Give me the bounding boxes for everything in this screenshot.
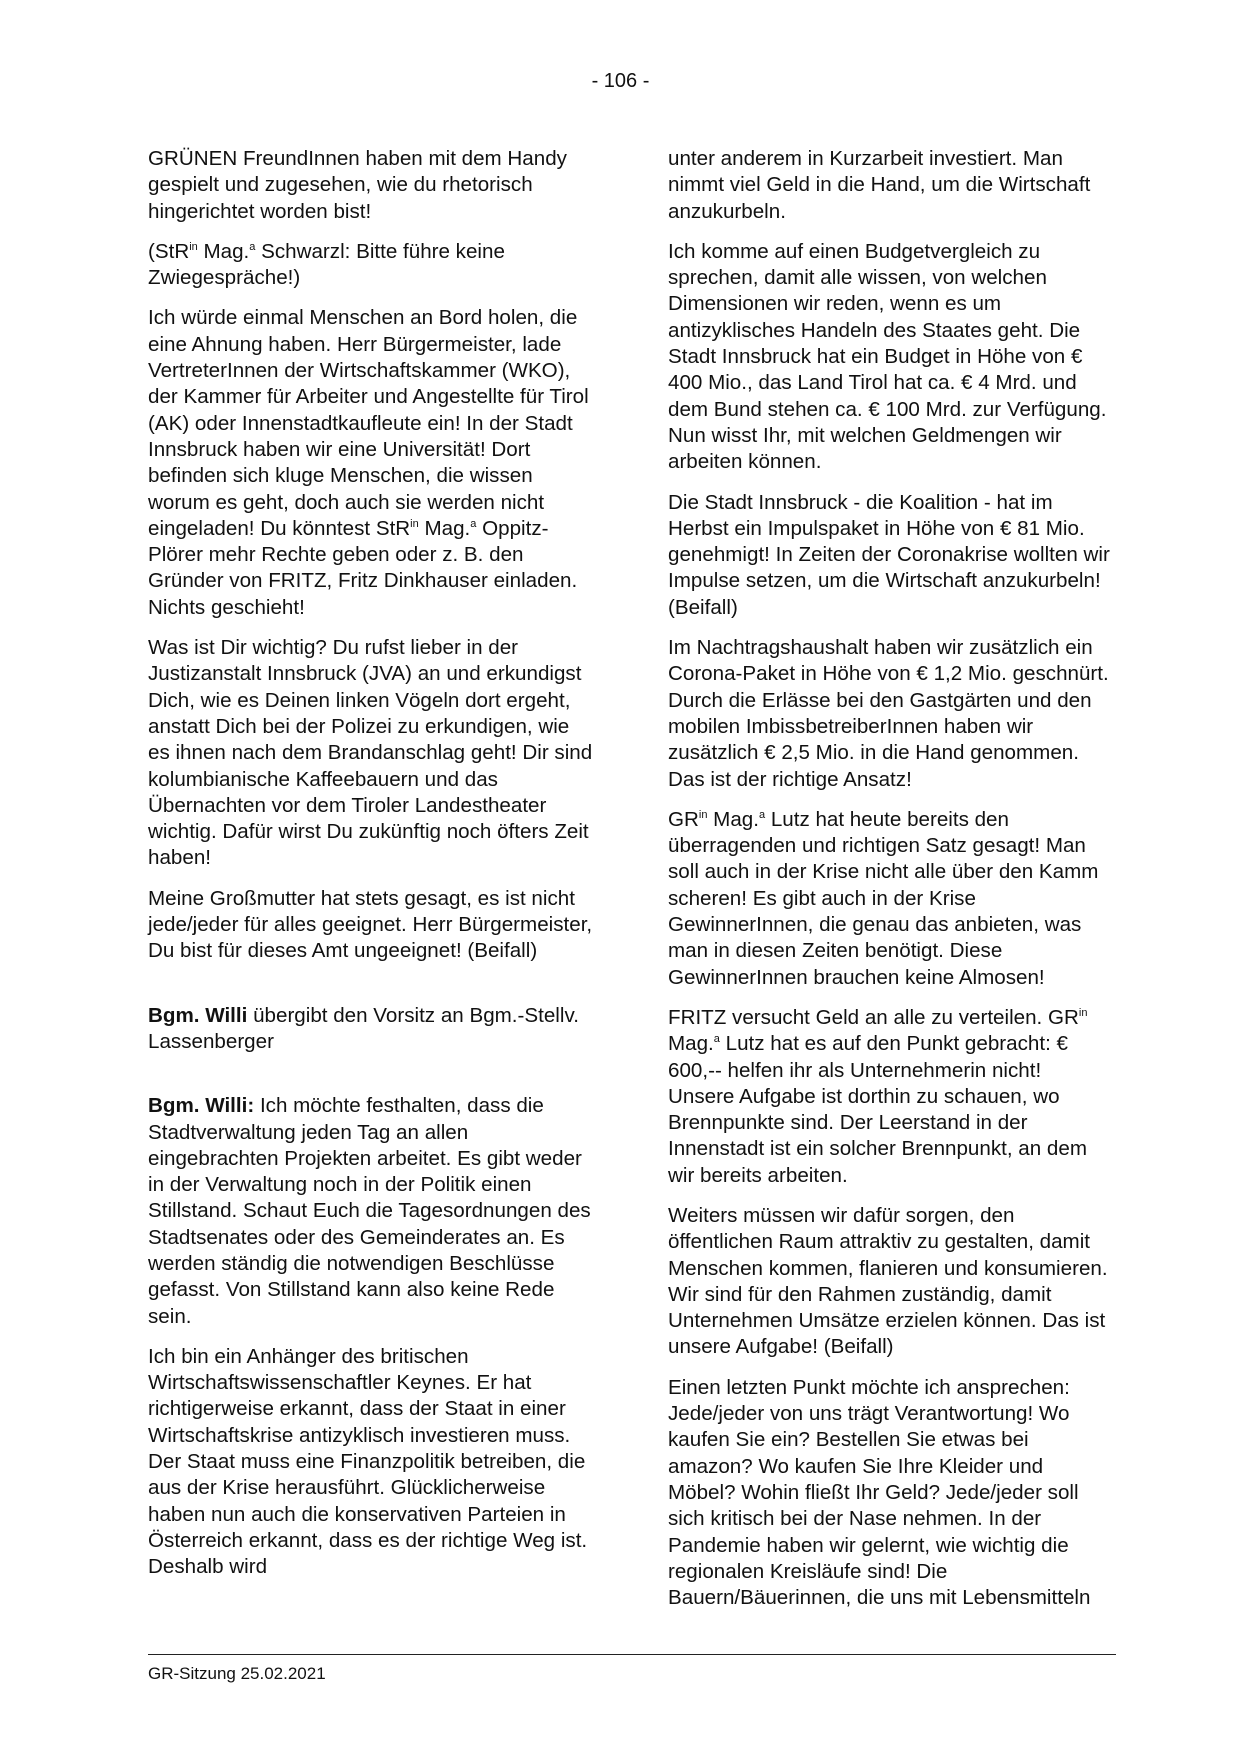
text: Mag.	[418, 516, 471, 540]
paragraph: Was ist Dir wichtig? Du rufst lieber in der Justizanstalt Innsbruck (JVA) an und erkundigst Dich, wie es Deinen linken Vögeln dort ergeht, anstatt Dich bei der Polizei zu erkundigen, wie es ihnen nach dem Brandanschlag geht! Dir sind kolumbianische Kaffeebauern und das Übernachten vor dem Tiroler Landestheater wichtig. Dafür wirst Du zukünftig noch öfters Zeit haben!	[148, 636, 593, 870]
text: Mag.	[197, 239, 250, 263]
text: Mag.	[707, 807, 759, 831]
superscript: a	[758, 808, 766, 821]
text: Oppitz-Plörer mehr Rechte geben oder z. B. den Gründer von FRITZ, Fritz Dinkhauser einladen. Nichts geschieht!	[148, 516, 578, 619]
superscript: in	[189, 241, 198, 254]
paragraph: Ich komme auf einen Budgetvergleich zu sprechen, damit alle wissen, von welchen Dimensionen wir reden, wenn es um antizyklisches Handeln des Staates geht. Die Stadt Innsbruck hat ein Budget in Höhe von € 400 Mio., das Land Tirol hat ca. € 4 Mrd. und dem Bund stehen ca. € 100 Mrd. zur Verfügung. Nun wisst Ihr, mit welchen Geldmengen wir arbeiten können.	[668, 239, 1107, 474]
text: Ich würde einmal Menschen an Bord holen, die eine Ahnung haben. Herr Bürgermeister, lade VertreterInnen der Wirtschaftskammer (WKO), der Kammer für Arbeiter und Angestellte für Tirol (AK) oder Innenstadtkaufleute ein! In der Stadt Innsbruck haben wir eine Universität! Dort befinden sich kluge Menschen, die wissen worum es geht, doch auch sie werden nicht eingeladen! Du könntest StR	[148, 306, 589, 540]
superscript: in	[410, 518, 419, 530]
paragraph-speech	[148, 1093, 593, 1330]
text: übergibt den Vorsitz an Bgm.-Stellv. Lassenberger	[148, 1003, 579, 1053]
paragraph: Einen letzten Punkt möchte ich ansprechen: Jede/jeder von uns trägt Verantwortung! Wo kaufen Sie ein? Bestellen Sie etwas bei amazon? Wo kaufen Sie Ihre Kleider und Möbel? Wohin fließt Ihr Geld? Jede/jeder soll sich kritisch bei der Nase nehmen. In der Pandemie haben wir gelernt, wie wichtig die regionalen Kreisläufe sind! Die Bauern/Bäuerinnen, die uns mit Lebensmitteln	[668, 1375, 1091, 1610]
left-column	[148, 146, 593, 1595]
text: Lutz hat heute bereits den überragenden und richtigen Satz gesagt! Man soll auch in der Krise nicht alle über den Kamm scheren! Es gibt auch in der Krise GewinnerInnen, die genau das anbieten, was man in diesen Zeiten benötigt. Diese GewinnerInnen brauchen keine Almosen!	[668, 807, 1099, 989]
footer-divider	[148, 1654, 1116, 1655]
paragraph: Ich bin ein Anhänger des britischen Wirtschaftswissenschaftler Keynes. Er hat richtigerweise erkannt, dass der Staat in einer Wirtschaftskrise antizyklisch investieren muss. Der Staat muss eine Finanzpolitik betreiben, die aus der Krise herausführt. Glücklicherweise haben nun auch die konservativen Parteien in Österreich erkannt, dass es der richtige Weg ist. Deshalb wird	[148, 1344, 588, 1579]
paragraph: Im Nachtragshaushalt haben wir zusätzlich ein Corona-Paket in Höhe von € 1,2 Mio. geschnürt. Durch die Erlässe bei den Gastgärten und den mobilen ImbissbetreiberInnen haben wir zusätzlich € 2,5 Mio. in die Hand genommen. Das ist der richtige Ansatz!	[668, 636, 1109, 791]
paragraph: unter anderem in Kurzarbeit investiert. Man nimmt viel Geld in die Hand, um die Wirtschaft anzukurbeln.	[668, 147, 1091, 223]
footer-text: GR-Sitzung 25.02.2021	[148, 1664, 326, 1683]
paragraph: Meine Großmutter hat stets gesagt, es ist nicht jede/jeder für alles geeignet. Herr Bürgermeister, Du bist für dieses Amt ungeeignet! (Beifall)	[148, 886, 593, 963]
paragraph	[148, 305, 593, 621]
superscript: a	[470, 518, 477, 530]
text: Schwarzl: Bitte führe keine Zwiegespräche!)	[148, 239, 505, 290]
text: Lutz hat es auf den Punkt gebracht: € 600,-- helfen ihr als Unternehmerin nicht! Unsere Aufgabe ist dorthin zu schauen, wo Brennpunkte sind. Der Leerstand in der Innenstadt ist ein solcher Brennpunkt, an dem wir bereits arbeiten.	[668, 1032, 1087, 1187]
superscript: in	[698, 808, 708, 821]
paragraph	[668, 1005, 1113, 1189]
paragraph-interjection	[148, 239, 593, 292]
speaker-name: Bgm. Willi:	[148, 1094, 255, 1118]
paragraph: Die Stadt Innsbruck - die Koalition - hat im Herbst ein Impulspaket in Höhe von € 81 Mio. genehmigt! In Zeiten der Coronakrise wollten wir Impulse setzen, um die Wirtschaft anzukurbeln! (Beifall)	[668, 490, 1110, 619]
text: (StR	[148, 239, 190, 263]
superscript: in	[1078, 1007, 1088, 1020]
paragraph	[668, 807, 1113, 991]
text: GR	[668, 807, 699, 831]
page-number: - 106 -	[591, 70, 650, 92]
paragraph-chair-handover	[148, 1003, 593, 1056]
paragraph: Weiters müssen wir dafür sorgen, den öffentlichen Raum attraktiv zu gestalten, damit Menschen kommen, flanieren und konsumieren. Wir sind für den Rahmen zuständig, damit Unternehmen Umsätze erzielen können. Das ist unsere Aufgabe! (Beifall)	[668, 1203, 1108, 1359]
paragraph: GRÜNEN FreundInnen haben mit dem Handy gespielt und zugesehen, wie du rhetorisch hingerichtet worden bist!	[148, 147, 567, 223]
superscript: a	[713, 1033, 720, 1046]
superscript: a	[249, 241, 256, 254]
text: Mag.	[668, 1032, 714, 1056]
right-column	[668, 146, 1113, 1625]
text: FRITZ versucht Geld an alle zu verteilen. GR	[668, 1005, 1079, 1029]
text: Ich möchte festhalten, dass die Stadtverwaltung jeden Tag an allen eingebrachten Projekten arbeitet. Es gibt weder in der Verwaltung noch in der Politik einen Stillstand. Schaut Euch die Tagesordnungen des Stadtsenates oder des Gemeinderates an. Es werden ständig die notwendigen Beschlüsse gefasst. Von Stillstand kann also keine Rede sein.	[148, 1094, 591, 1328]
speaker-name: Bgm. Willi	[148, 1003, 248, 1027]
